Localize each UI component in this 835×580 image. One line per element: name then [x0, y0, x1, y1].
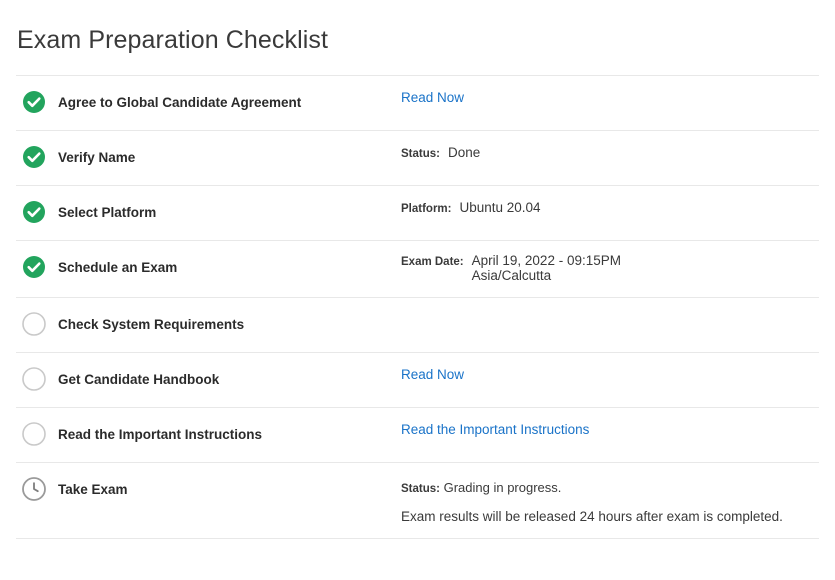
- checklist-row-right: [401, 298, 819, 326]
- checklist-row-read-important-instructions: [16, 408, 819, 463]
- checklist-row-right: [401, 186, 819, 229]
- page-title: Exam Preparation Checklist: [17, 26, 329, 54]
- checklist-row-schedule-an-exam: [16, 241, 819, 298]
- platform-field-value: Ubuntu 20.04: [459, 200, 541, 215]
- checklist-row-check-system-requirements: [16, 298, 819, 353]
- check-circle-filled-icon: [22, 145, 46, 169]
- checklist: [16, 75, 819, 539]
- checklist-item-label: Check System Requirements: [58, 316, 245, 332]
- status-field: [401, 145, 819, 160]
- checklist-item-label: Read the Important Instructions: [58, 426, 263, 442]
- checklist-row-right: [401, 353, 819, 396]
- checklist-item-label: Select Platform: [58, 204, 157, 220]
- checklist-row-agree-global-candidate-agreement: [16, 76, 819, 131]
- empty-circle-icon: [22, 367, 46, 391]
- check-circle-filled-icon: [22, 255, 46, 279]
- checklist-row-left: [16, 353, 401, 405]
- checklist-item-label: Verify Name: [58, 149, 136, 165]
- platform-field: [401, 200, 819, 215]
- status-field-value: Done: [447, 145, 481, 160]
- checklist-item-label: Schedule an Exam: [58, 259, 178, 275]
- check-circle-filled-icon: [22, 90, 46, 114]
- status-field-label: Status:: [401, 148, 440, 160]
- exam-date-field: [401, 253, 819, 283]
- grading-status-label: Status:: [401, 483, 440, 495]
- checklist-row-left: [16, 463, 401, 515]
- checklist-row-left: [16, 186, 401, 238]
- checklist-row-left: [16, 408, 401, 460]
- checklist-row-right: [401, 131, 819, 174]
- checklist-row-right: [401, 463, 819, 538]
- checklist-row-left: [16, 76, 401, 128]
- checklist-row-right: [401, 76, 819, 119]
- grading-status: [401, 480, 819, 495]
- checklist-item-label: Get Candidate Handbook: [58, 371, 220, 387]
- checklist-row-select-platform: [16, 186, 819, 241]
- exam-date-value-line1: April 19, 2022 - 09:15PM: [471, 253, 621, 268]
- checklist-row-verify-name: [16, 131, 819, 186]
- checklist-row-get-candidate-handbook: [16, 353, 819, 408]
- checklist-item-label: Agree to Global Candidate Agreement: [58, 94, 302, 110]
- exam-date-field-value: [472, 253, 621, 283]
- checklist-row-right: [401, 241, 819, 297]
- check-circle-filled-icon: [22, 200, 46, 224]
- empty-circle-icon: [22, 312, 46, 336]
- empty-circle-icon: [22, 422, 46, 446]
- read-now-link[interactable]: Read Now: [401, 90, 465, 105]
- grading-status-value: Grading in progress.: [443, 480, 562, 495]
- read-now-link[interactable]: Read Now: [401, 367, 465, 382]
- platform-field-label: Platform:: [401, 203, 452, 215]
- exam-date-field-label: Exam Date:: [401, 256, 464, 268]
- checklist-row-left: [16, 241, 401, 293]
- exam-results-note: Exam results will be released 24 hours after exam is completed.: [401, 509, 783, 524]
- clock-icon: [22, 477, 46, 501]
- read-important-instructions-link[interactable]: Read the Important Instructions: [401, 422, 590, 437]
- exam-date-timezone: Asia/Calcutta: [471, 268, 552, 283]
- checklist-row-take-exam: [16, 463, 819, 539]
- checklist-row-left: [16, 131, 401, 183]
- checklist-row-left: [16, 298, 401, 350]
- checklist-row-right: [401, 408, 819, 451]
- checklist-item-label: Take Exam: [58, 481, 128, 497]
